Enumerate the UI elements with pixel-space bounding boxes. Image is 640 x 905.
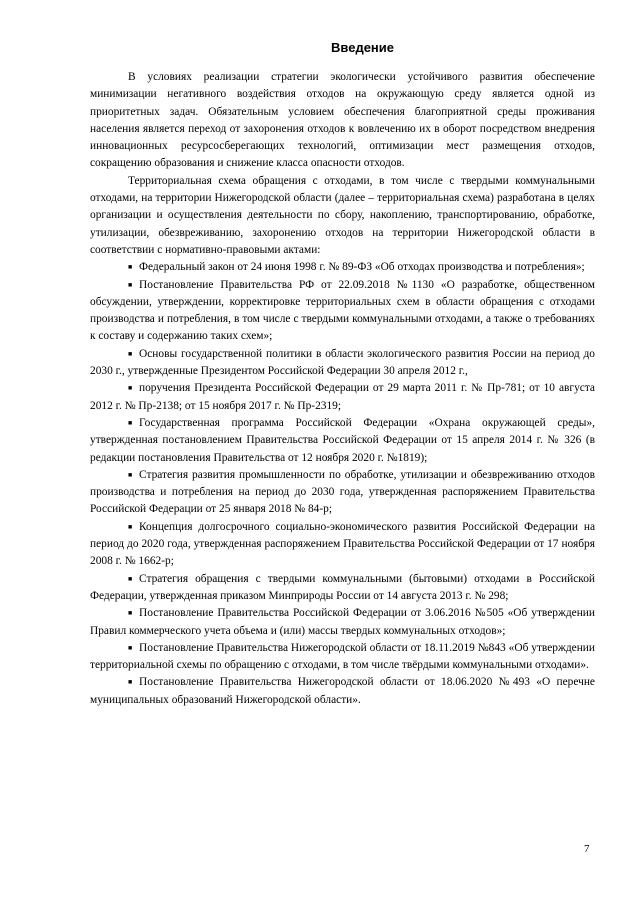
list-item-text: Постановление Правительства Нижегородской области от 18.06.2020 №493 «О перечне муниципальных образований Нижегородской области». xyxy=(90,676,595,706)
list-item-text: Концепция долгосрочного социально-экономического развития Российской Федерации на период до 2020 года, утвержденная распоряжением Правительства Российской Федерации от 17 ноября 2008 г. № 1662-р; xyxy=(90,520,595,568)
page-number: 7 xyxy=(584,843,590,855)
list-item xyxy=(90,259,595,276)
list-item xyxy=(90,380,595,415)
document-page xyxy=(90,40,595,709)
list-item-text: Государственная программа Российской Федерации «Охрана окружающей среды», утвержденная постановлением Правительства Российской Федерации от 15 апреля 2014 г. № 326 (в редакции постановления Правительства от 12 ноября 2020 г. №1819); xyxy=(90,416,595,464)
scheme-paragraph: Территориальная схема обращения с отходами, в том числе с твердыми коммунальными отходами, на территории Нижегородской области (далее – территориальная схема) разработана в целях организации и осуществления деятельности по сбору, накоплению, транспортированию, обработке, утилизации, обезвреживанию, захоронению отходов на территории Нижегородской области в соответствии с нормативно-правовыми актами: xyxy=(90,174,595,256)
list-item xyxy=(90,346,595,381)
bullet-icon: ■ xyxy=(128,522,133,531)
list-item-text: Постановление Правительства Нижегородской области от 18.11.2019 №843 «Об утверждении территориальной схемы по обращению с отходами, в том числе твёрдыми коммунальными отходами». xyxy=(90,641,595,672)
bullet-icon: ■ xyxy=(128,384,133,393)
list-item-text: Стратегия развития промышленности по обработке, утилизации и обезвреживанию отходов производства и потребления на период до 2030 года, утвержденная распоряжением Правительства Российской Федерации от 25 января 2018 № 84-р; xyxy=(90,468,595,516)
bullet-icon: ■ xyxy=(128,349,133,358)
bullet-icon: ■ xyxy=(128,263,133,272)
bullet-icon: ■ xyxy=(128,678,133,687)
list-item-text: Постановление Правительства РФ от 22.09.2018 №1130 «О разработке, общественном обсуждении, утверждении, корректировке территориальных схем в области обращения с отходами производства и потребления, в том числе с твердыми коммунальными отходами, а также о требованиях к составу и содержанию таких схем»; xyxy=(90,278,595,343)
list-item xyxy=(90,519,595,571)
bullet-icon: ■ xyxy=(128,418,133,427)
list-item-text: Федеральный закон от 24 июня 1998 г. № 89-ФЗ «Об отходах производства и потребления»; xyxy=(139,261,585,274)
list-item xyxy=(90,571,595,606)
list-item xyxy=(90,277,595,346)
list-item xyxy=(90,674,595,709)
bullet-icon: ■ xyxy=(128,574,133,583)
list-item-text: Постановление Правительства Российской Федерации от 3.06.2016 №505 «Об утверждении Правил коммерческого учета объема и (или) массы твердых коммунальных отходов»; xyxy=(90,607,595,637)
list-item xyxy=(90,640,595,675)
list-item xyxy=(90,415,595,467)
bullet-icon: ■ xyxy=(128,643,133,652)
bullet-icon: ■ xyxy=(128,470,133,479)
intro-paragraph: В условиях реализации стратегии экологически устойчивого развития обеспечение минимизации негативного воздействия отходов на окружающую среду является одной из приоритетных задач. Обязательным условием обеспечения благоприятной среды проживания населения является переход от захоронения отходов к вовлечению их в оборот посредством внедрения инновационных ресурсосберегающих технологий, оптимизации мест размещения отходов, сокращению образования и снижение класса опасности отходов. xyxy=(90,71,595,170)
bullet-icon: ■ xyxy=(128,609,133,618)
list-item xyxy=(90,605,595,640)
list-item xyxy=(90,467,595,519)
list-item-text: Стратегия обращения с твердыми коммунальными (бытовыми) отходами в Российской Федерации, утвержденная приказом Минприроды России от 14 августа 2013 г. № 298; xyxy=(90,572,595,602)
bullet-icon: ■ xyxy=(128,280,133,289)
list-item-text: Основы государственной политики в области экологического развития России на период до 2030 г., утвержденные Президентом Российской Федерации 30 апреля 2012 г., xyxy=(90,347,595,378)
legal-acts-list xyxy=(90,259,595,709)
list-item-text: поручения Президента Российской Федерации от 29 марта 2011 г. № Пр-781; от 10 августа 2012 г. № Пр-2138; от 15 ноября 2017 г. № Пр-2319; xyxy=(90,382,595,412)
page-title: Введение xyxy=(331,40,394,55)
